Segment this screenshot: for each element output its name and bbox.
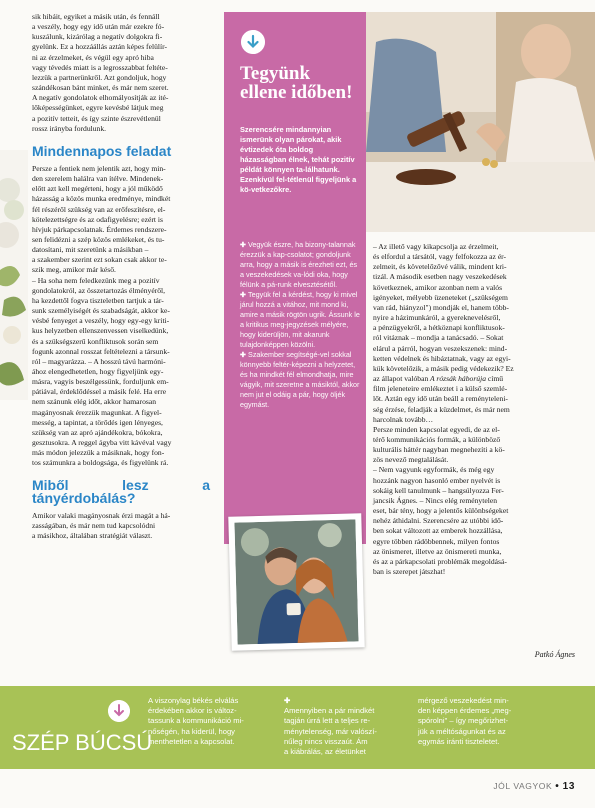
column3-paragraph-2 [373, 425, 579, 577]
section-heading-mindennapos: Mindennapos feladat [32, 142, 172, 159]
text-line: ség érzése, feladják a küzdelmet, és már nem [373, 404, 510, 414]
text-line: A viszonylag békés elválás [148, 696, 239, 705]
article-column-3 [373, 242, 579, 577]
magazine-name: JÓL VAGYOK [493, 781, 553, 791]
text-line: zasságában, és már nem tud kapcsolódni [32, 520, 156, 530]
band-column-2 [284, 696, 408, 757]
text-line: a másikhoz, általában stratégiát választ. [32, 530, 153, 540]
text-line: ni az érzelmeket, és végül egy apró hiba [32, 52, 154, 62]
film-title: A rózsák háborúja [428, 374, 488, 384]
text-line: szándékosan bánt minket, és már nem szeret. [32, 83, 169, 93]
text-line: Amennyiben a pár mindkét [284, 706, 375, 716]
plus-icon: ✚ [240, 350, 249, 359]
text-line: kötelezettségre és az odafigyelésre; ezért is [32, 214, 163, 224]
text-line: den képpen érdemes „meg- [418, 706, 512, 716]
text-line: az önismeret, illetve az önismereti munka, [373, 546, 502, 556]
text-line: ha kezdettől fogva tiszteletben tartjuk a tár- [32, 295, 164, 305]
text-line: magányosnak érezzük magunkat. A figyel- [32, 407, 162, 417]
text-line: ketten védelnek és hibáztatnak, vagy az egyi- [373, 353, 511, 363]
text-line: igényeket, mélyebb üzeneteket („szükségem [373, 292, 508, 302]
article-column-1 [32, 12, 210, 541]
text-line: ben sokat változott az emberek hozzállása, [373, 526, 503, 536]
text-line: nőségén, ha kiderül, hogy [148, 726, 235, 736]
text-line: hozzánk nagyon hasonló ember nyelvét is [373, 475, 501, 485]
text-line: ához elengedhetetlen, hogy figyeljünk egy- [32, 367, 164, 376]
text-line: gyelünk. Ez a hozzáállás aztán képes felülír- [32, 42, 167, 52]
text-line: kuszálunk, kizárólag a negatív dolgokra fi- [32, 32, 163, 42]
text-line: következnek, amikor azonban nem a valós [373, 282, 503, 292]
text-line: gesztusokra. A reggel ágyba vitt kávéval vagy [32, 438, 172, 448]
text-line: – Ha soha nem feledkezünk meg a pozitív [32, 275, 160, 285]
text-line: más módon jelezzük a másiknak, hogy fon- [32, 448, 165, 458]
arrow-down-circle-icon [241, 30, 265, 54]
text-line: hívjuk párkapcsolatnak. Érdemes rendszere- [32, 224, 167, 234]
text-line: A negatív gondolatok elhomályosítják az ité- [32, 93, 169, 103]
sidebar-lead: Szerencsére mindannyian ismerünk olyan párokat, akik évtizedek óta boldog házasságban élnek, tehát pozitív példát könnyen ta-lálhatunk. Ezenkívül fel-tétlenül figyeljünk a kö-vetkezőkre. [240, 125, 357, 194]
page-number: 13 [562, 781, 575, 792]
text-line: és a szükségszerű konfliktusok során sem [32, 336, 159, 346]
text-line: ról – magyarázza. – A hosszú távú harmóni- [32, 356, 166, 366]
sidebar-tip: ✚ Tegyük fel a kérdést, hogy ki mivel járul hozzá a vitához, mit mond ki, amire a másik rögtön ugrik. Ássunk le a kritikus meg-jegyzések mélyére, hogy kiderüljön, mit akarunk tulajdonképpen közölni. [240, 290, 360, 349]
text-line: és az a párkapcsolati problémák megoldásá- [373, 556, 507, 566]
text-line: kük követelőzik, a másik pedig védekezik? Ez [373, 363, 514, 373]
text-line: lezzük a partnerünkről. Azt gondoljuk, hogy [32, 72, 167, 82]
author-signature: Patkó Ágnes [534, 650, 575, 659]
section-paragraph-2 [32, 511, 210, 541]
text-line: a kiábrálás, az életünket [284, 747, 366, 757]
text-line: pátiával, érdeklődéssel a másik felé. Ha erre [32, 387, 167, 397]
sidebar-tip: ✚ Vegyük észre, ha bizony-talannak érezzük a kap-csolatot; gondoljunk arra, hogy a másik is érezheti ezt, és a veszekedések va-lódi oka, hogy félünk a pá-runk elvesztésétől. [240, 240, 358, 289]
section-heading-tanyerdobalas: Miből lesz a tányérdobálás? [32, 476, 210, 506]
couple-photo-frame [228, 513, 364, 650]
sidebar-tips [240, 240, 362, 410]
text-line: – Nem vagyunk egyformák, és még egy [373, 465, 495, 475]
text-line: szik meg, amikor már késő. [32, 265, 116, 275]
text-line: fogunk azonnal rosszat feltételezni a társunk- [32, 346, 170, 356]
text-line: messég, a tapintat, a törődés igen lényeges, [32, 417, 163, 427]
text-line: házasság a közös munka eredménye, mindkét [32, 194, 171, 204]
text-line: eset, bár tény, hogy a jelentős különbségeket [373, 506, 509, 516]
arrow-down-circle-icon [108, 700, 130, 722]
plus-icon: ✚ [240, 290, 249, 299]
page-footer: JÓL VAGYOK • 13 [493, 781, 575, 792]
text-line: sen felidézni a szép közös emlékeket, és tu- [32, 234, 165, 244]
text-line: tos számunkra a boldogsága, és figyelünk rá. [32, 458, 169, 468]
text-line: zös nevező megtalálását. [373, 455, 449, 465]
text-line: előtt azt kell megérteni, hogy a jól működő [32, 184, 163, 194]
section-paragraphs [32, 164, 210, 469]
text-line: elárul a párról, hogyan veszekszenek: mind- [373, 343, 508, 353]
text-line: sokáig kell tanulmunk – hangsúlyozza Fer- [373, 485, 504, 495]
text-line: ban is szerepet játszhat! [373, 567, 446, 576]
text-line: egymás iránti tiszteletet. [418, 736, 500, 746]
band-title: SZÉP BÚCSÚ [12, 730, 153, 755]
text-line: térő kommunikációs formák, a különböző [373, 434, 501, 444]
text-line: ménytelenség, már valószí- [284, 726, 377, 736]
text-line: sik hibáit, egyiket a másik után, és fennáll [32, 12, 160, 21]
text-line: szükség van az apró ajándékokra, bókokra, [32, 427, 163, 437]
text-line: tizál. A második esetben nagy veszekedések [373, 272, 507, 282]
text-line: fél részéről szükség van az erőfeszítésre, el- [32, 204, 166, 214]
column3-paragraph-1 [373, 242, 579, 425]
text-line: nehéz áthidalni. Szerencsére az utóbbi idő- [373, 516, 504, 526]
text-line: van rád, hiányzol") mondják el, hanem több- [373, 302, 509, 312]
sidebar-title: Tegyünk ellene időben! [240, 63, 353, 103]
text-line: a veszély, hogy egy idő után már ezekre fó- [32, 22, 165, 32]
text-line: mérgező veszekedést min- [418, 696, 509, 705]
text-line: ról vitáznak – mondja a tanácsadó. – Sokat [373, 333, 504, 343]
band-column-3 [418, 696, 538, 747]
text-line: egyre többen rádöbbennek, milyen fontos [373, 536, 500, 546]
text-line: nem szánunk elég időt, akkor hamarosan [32, 397, 156, 407]
text-line: – Az illető vagy kikapcsolja az érzelmeit, [373, 242, 499, 251]
plus-icon: ✚ [284, 696, 291, 705]
text-line: a szakember szerint ezt sokan csak akkor te- [32, 255, 167, 265]
text-line: vésbé fenyeget a veszély, hogy egy-egy kriti- [32, 316, 170, 326]
text-line: jancsik Ágnes. – Nincs elég reménytelen [373, 495, 497, 505]
plus-icon: ✚ [240, 240, 249, 249]
text-line: den szerelem halálra van ítélve. Mindenek- [32, 174, 164, 184]
text-line: tagján úrrá lett a teljes re- [284, 716, 371, 726]
text-line: nyire a házimunkáról, a gyereknevelésről, [373, 313, 501, 323]
text-line: tassunk a kommunikáció mi- [148, 716, 244, 726]
divorce-gavel-photo [366, 12, 595, 232]
text-line: spórolni" – így megőrizhet- [418, 716, 509, 726]
text-line: érdekében akkor is változ- [148, 706, 237, 716]
text-line: másra, vagyis beszélgessünk, forduljunk em- [32, 377, 169, 387]
text-line: kulturális háttér nagyban megnehezíti a kö- [373, 445, 505, 455]
text-line: zelmeit, és követelőzővé válik, mindent kri- [373, 262, 507, 272]
text-line: gondolatokról, az összetartozás élményéről, [32, 285, 166, 295]
text-line: az állapot valóban A rózsák háborúja című [373, 374, 504, 384]
band-column-1 [148, 696, 276, 747]
couple-photo [234, 519, 358, 644]
text-line: Amikor valaki magányosnak érzi magát a há- [32, 510, 171, 520]
text-line: kus helyzetben ellenszenvessen viselkedünk, [32, 326, 169, 336]
sidebar-tip: ✚ Szakember segítségé-vel sokkal könnyebb feltér-képezni a helyzetet, és ha mindkét fél elmondhatja, mire vágyik, mit szeretne a másiktól, akkor nem jut el odáig a pár, hogy öljék egymást. [240, 350, 360, 409]
text-line: sunk személyiségét és szabadságát, akkor ke- [32, 306, 170, 316]
tip-sidebar [224, 12, 366, 544]
text-line: harcolnak tovább… [373, 414, 434, 424]
text-line: rossz irányba fordulunk. [32, 123, 107, 133]
text-line: és elfordul a társától, vagy felfokozza az ér- [373, 252, 507, 262]
text-line: jük a méltóságunkat és az [418, 726, 506, 736]
text-line: a pozitív tetteit, és így szinte észrevétlenül [32, 113, 161, 123]
text-line: vagy tévedés miatt is a legrosszabbat feltéte- [32, 62, 168, 72]
intro-paragraph [32, 12, 210, 134]
text-line: a pénzügyekről, a hétköznapi konfliktusok- [373, 323, 505, 333]
text-line: datosítani, mit szeretünk a másikban – [32, 245, 149, 255]
text-line: lőt. Aztán egy idő után beáll a reményteleni- [373, 394, 508, 404]
flower-decoration-image [0, 150, 28, 400]
text-line: film jeleneteire emlékeztet i a külső szemlé- [373, 384, 508, 394]
text-line: Persze a fentiek nem jelentik azt, hogy min- [32, 163, 166, 173]
text-line: lőképességünket, egyre kevésbé látjuk meg [32, 103, 164, 113]
text-line: menthetetlen a kapcsolat. [148, 736, 235, 746]
text-line: nűleg nincs visszaút. Ám [284, 736, 368, 746]
text-line: Persze minden kapcsolat egyedi, de az el- [373, 424, 500, 434]
